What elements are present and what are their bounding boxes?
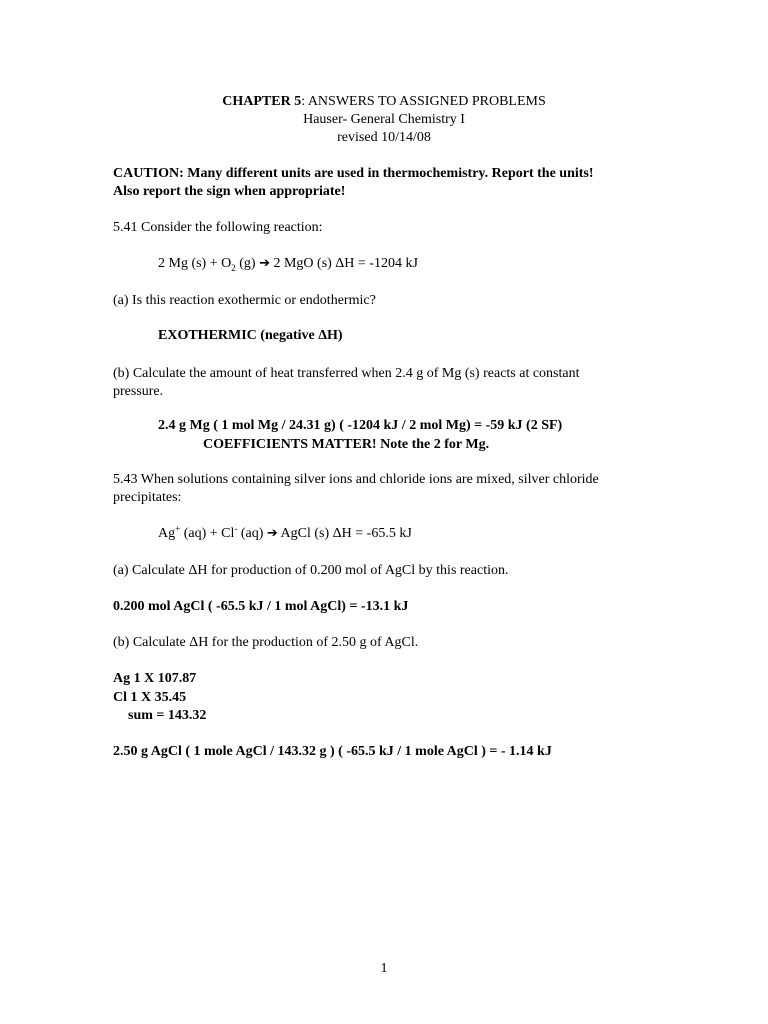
page-number: 1 [380, 961, 388, 976]
problem-541-part-b-answer-2: COEFFICIENTS MATTER! Note the 2 for Mg. [203, 437, 490, 452]
problem-541-part-b-question-1: (b) Calculate the amount of heat transferred when 2.4 g of Mg (s) reacts at constant [113, 366, 580, 381]
reaction-arrow-icon: ➔ [259, 256, 270, 271]
problem-541-part-a-answer: EXOTHERMIC (negative ΔH) [158, 328, 343, 343]
chapter-label: CHAPTER 5 [222, 94, 302, 109]
eq-543-cl-superscript: - [234, 523, 238, 534]
eq-541-o2-subscript: 2 [231, 262, 236, 273]
eq-541-right: 2 MgO (s) ΔH = -1204 kJ [269, 256, 418, 271]
chapter-title [0, 93, 768, 111]
problem-541-part-b-answer-1: 2.4 g Mg ( 1 mol Mg / 24.31 g) ( -1204 kJ / 2 mol Mg) = -59 kJ (2 SF) [158, 418, 563, 433]
problem-543-intro-1: 5.43 When solutions containing silver ions and chloride ions are mixed, silver chloride [113, 472, 599, 487]
molar-mass-ag: Ag 1 X 107.87 [113, 671, 197, 686]
problem-543-equation [158, 525, 412, 543]
eq-543-mid1: (aq) + Cl [180, 526, 235, 541]
problem-541-intro: 5.41 Consider the following reaction: [113, 220, 323, 235]
chapter-title-rest: : ANSWERS TO ASSIGNED PROBLEMS [301, 94, 546, 109]
reaction-arrow-icon: ➔ [266, 526, 278, 541]
molar-mass-sum: sum = 143.32 [128, 708, 207, 723]
problem-543-part-b-question: (b) Calculate ΔH for the production of 2.50 g of AgCl. [113, 635, 419, 650]
problem-543-part-b-answer: 2.50 g AgCl ( 1 mole AgCl / 143.32 g ) ( -65.5 kJ / 1 mole AgCl ) = - 1.14 kJ [113, 744, 552, 759]
eq-543-mid2: (aq) [237, 526, 267, 541]
molar-mass-cl: Cl 1 X 35.45 [113, 690, 187, 705]
problem-541-part-b-question-2: pressure. [113, 384, 164, 399]
caution-line-2: Also report the sign when appropriate! [113, 184, 346, 199]
eq-541-mid: (g) [235, 256, 260, 271]
problem-543-part-a-answer: 0.200 mol AgCl ( -65.5 kJ / 1 mol AgCl) = -13.1 kJ [113, 599, 409, 614]
problem-543-part-a-question: (a) Calculate ΔH for production of 0.200 mol of AgCl by this reaction. [113, 563, 509, 578]
revision-date: revised 10/14/08 [337, 130, 431, 145]
course-name: Hauser- General Chemistry I [303, 112, 465, 127]
caution-line-1: CAUTION: Many different units are used in thermochemistry. Report the units! [113, 166, 594, 181]
eq-543-ag-superscript: + [175, 523, 181, 534]
problem-543-intro-2: precipitates: [113, 490, 182, 505]
eq-543-ag: Ag [158, 526, 176, 541]
eq-541-left: 2 Mg (s) + O [158, 256, 232, 271]
eq-543-right: AgCl (s) ΔH = -65.5 kJ [277, 526, 412, 541]
problem-541-equation [158, 255, 418, 273]
problem-541-part-a-question: (a) Is this reaction exothermic or endothermic? [113, 293, 376, 308]
